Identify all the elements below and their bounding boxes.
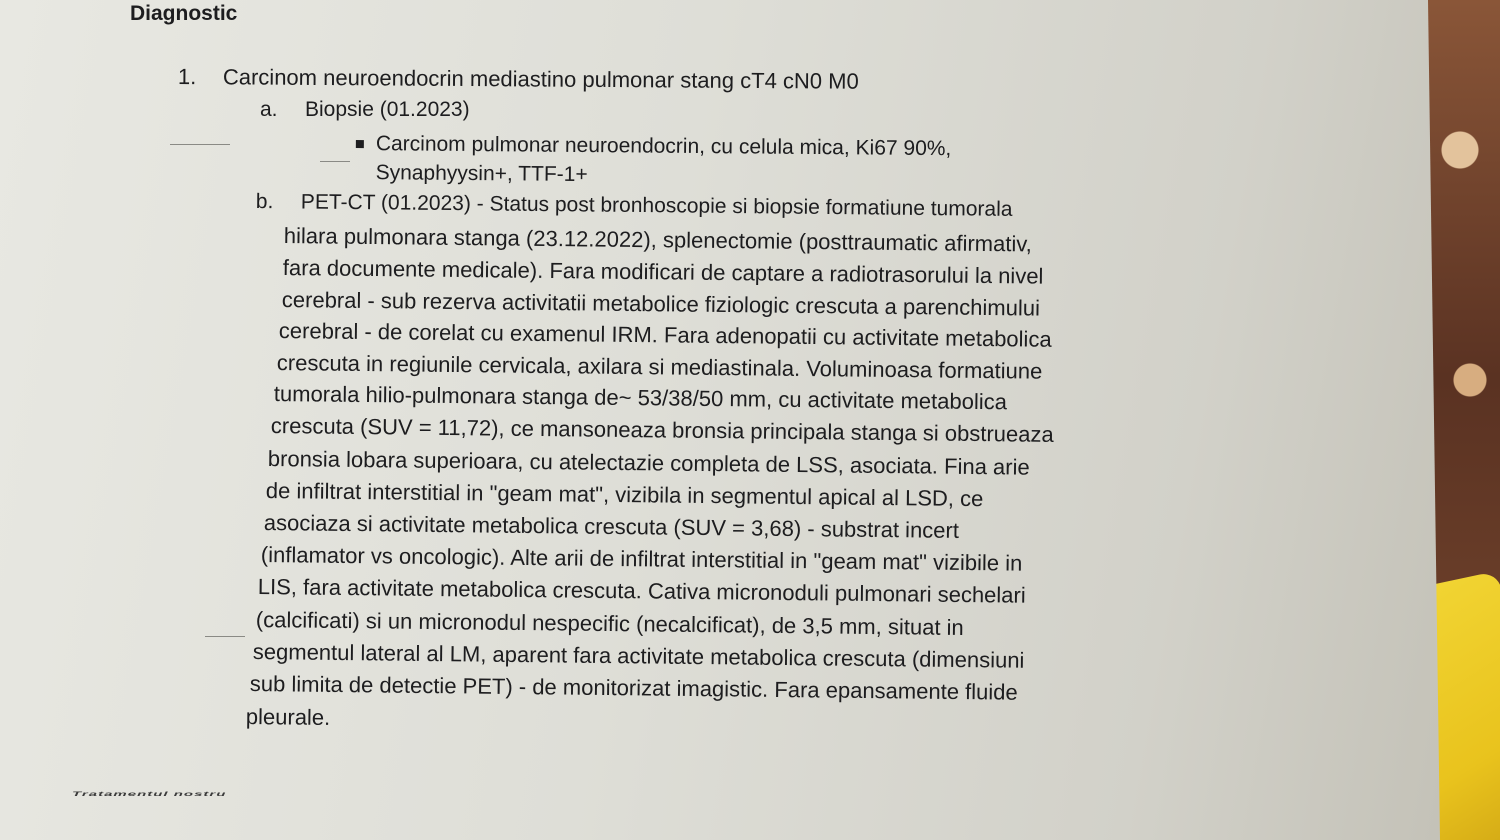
paragraph-line: crescuta (SUV = 11,72), ce mansoneaza bronsia principala stanga si obstrueaza — [270, 413, 1054, 447]
margin-mark — [205, 636, 245, 637]
paragraph-line: fara documente medicale). Fara modificari de captare a radiotrasorului la nivel — [282, 255, 1044, 289]
paragraph-line: pleurale. — [245, 704, 331, 730]
paragraph-line: (inflamator vs oncologic). Alte arii de infiltrat interstitial in "geam mat" vizibile in — [260, 542, 1023, 576]
section-heading: Diagnostic — [130, 2, 238, 25]
subitem-text: Biopsie (01.2023) — [305, 98, 470, 121]
paragraph-line: crescuta in regiunile cervicala, axilara si mediastinala. Voluminoasa formatiune — [276, 350, 1043, 384]
item-text: Carcinom neuroendocrin mediastino pulmonar stang cT4 cN0 M0 — [222, 64, 859, 94]
paragraph-line: tumorala hilio-pulmonara stanga de~ 53/38/50 mm, cu activitate metabolica — [273, 381, 1008, 415]
paragraph-line: hilara pulmonara stanga (23.12.2022), splenectomie (posttraumatic afirmativ, — [283, 223, 1032, 257]
paragraph-line: (calcificati) si un micronodul nespecific (necalcificat), de 3,5 mm, situat in — [255, 607, 964, 641]
item-number: 1. — [177, 64, 197, 90]
cut-off-next-heading: Tratamentul nostru — [72, 790, 227, 798]
paragraph-line: de infiltrat interstitial in "geam mat", vizibila in segmentul apical al LSD, ce — [265, 478, 984, 512]
paragraph-line: asociaza si activitate metabolica crescuta (SUV = 3,68) - substrat incert — [263, 510, 960, 543]
margin-mark — [320, 161, 350, 162]
paragraph-line: cerebral - sub rezerva activitatii metabolice fiziologic crescuta a parenchimului — [281, 287, 1041, 321]
paragraph-line: cerebral - de corelat cu examenul IRM. Fara adenopatii cu activitate metabolica — [278, 318, 1052, 352]
paragraph-line: bronsia lobara superioara, cu atelectazie completa de LSS, asociata. Fina arie — [267, 446, 1030, 480]
paragraph-line: LIS, fara activitate metabolica crescuta. Cativa micronoduli pulmonari sechelari — [257, 574, 1026, 608]
bullet-line: Synaphyysin+, TTF-1+ — [375, 161, 588, 187]
subitem-text: PET-CT (01.2023) - Status post bronhoscopie si biopsie formatiune tumorala — [300, 190, 1013, 221]
bullet-line: Carcinom pulmonar neuroendocrin, cu celula mica, Ki67 90%, — [375, 132, 952, 161]
margin-mark — [170, 144, 230, 145]
subitem-letter: a. — [260, 98, 278, 121]
paragraph-line: sub limita de detectie PET) - de monitorizat imagistic. Fara epansamente fluide — [249, 671, 1018, 705]
paragraph-line: segmentul lateral al LM, aparent fara activitate metabolica crescuta (dimensiuni — [252, 639, 1025, 673]
subitem-letter: b. — [255, 190, 274, 214]
